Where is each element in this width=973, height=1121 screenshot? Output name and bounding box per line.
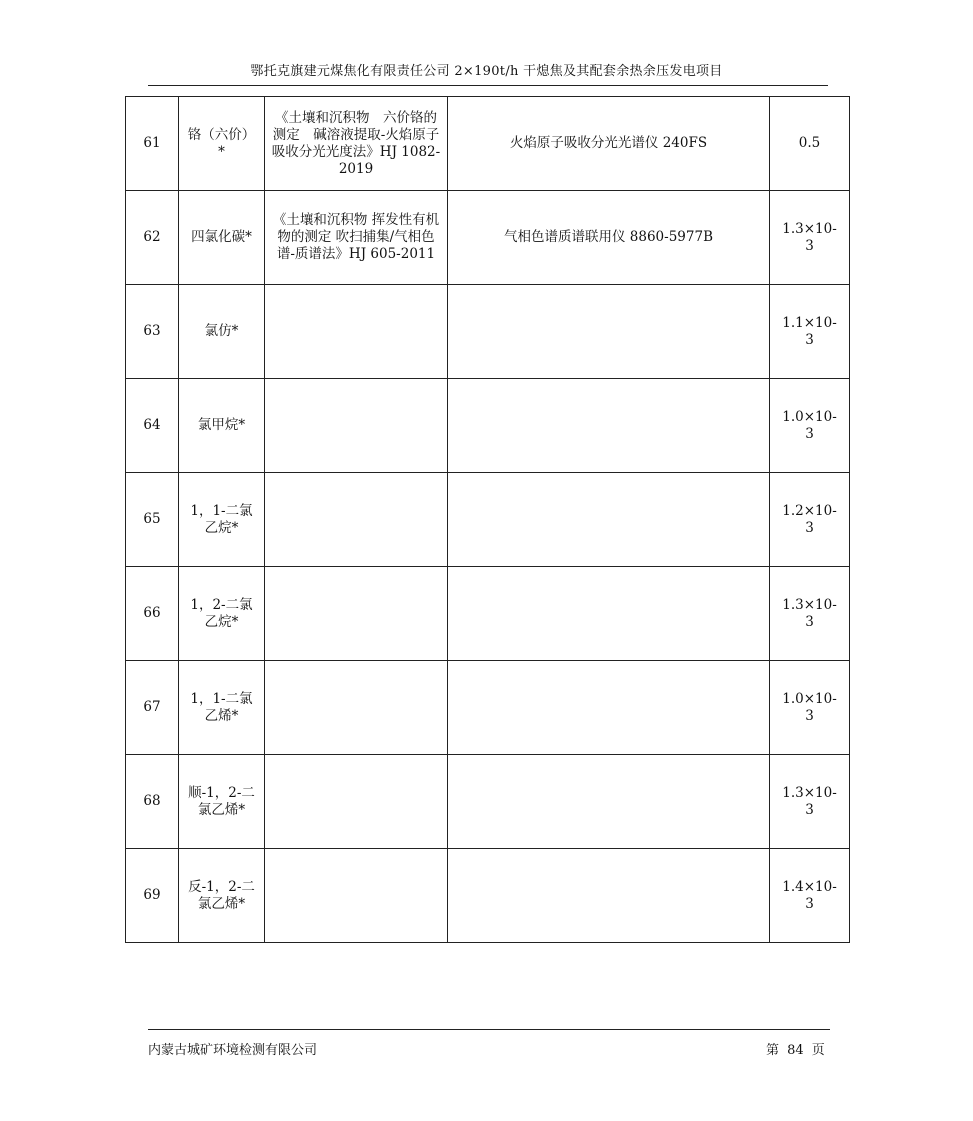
table-row	[126, 755, 850, 849]
row-number: 63	[126, 285, 179, 379]
row-number: 65	[126, 473, 179, 567]
row-number: 64	[126, 379, 179, 473]
analysis-method	[265, 661, 448, 755]
item-name: 1，1-二氯乙烷*	[190, 502, 253, 536]
table-row	[126, 97, 850, 191]
instrument	[448, 849, 770, 943]
item-name: 1，2-二氯乙烷*	[190, 596, 253, 630]
instrument	[448, 473, 770, 567]
instrument	[448, 661, 770, 755]
item-name: 四氯化碳*	[191, 229, 252, 245]
header-rule	[148, 85, 828, 86]
analysis-method	[265, 755, 448, 849]
instrument: 气相色谱质谱联用仪 8860-5977B	[448, 191, 770, 285]
table-row	[126, 285, 850, 379]
row-number: 68	[126, 755, 179, 849]
detection-method-table	[125, 96, 850, 943]
row-number: 69	[126, 849, 179, 943]
analysis-method	[265, 379, 448, 473]
row-number: 62	[126, 191, 179, 285]
item-name: 反-1，2-二氯乙烯*	[188, 878, 255, 912]
analysis-method	[265, 567, 448, 661]
page-number: 第 84 页	[766, 1043, 825, 1058]
analysis-method: 《土壤和沉积物 六价铬的测定 碱溶液提取-火焰原子吸收分光光度法》HJ 1082-2019	[265, 97, 448, 191]
detection-limit: 1.3×10-3	[782, 220, 837, 254]
instrument: 火焰原子吸收分光光谱仪 240FS	[448, 97, 770, 191]
table-row	[126, 849, 850, 943]
detection-limit: 1.2×10-3	[782, 502, 837, 536]
table-row	[126, 379, 850, 473]
page-header-title: 鄂托克旗建元煤焦化有限责任公司 2×190t/h 干熄焦及其配套余热余压发电项目	[250, 64, 723, 79]
instrument	[448, 379, 770, 473]
detection-limit: 1.4×10-3	[782, 878, 837, 912]
row-number: 66	[126, 567, 179, 661]
instrument	[448, 755, 770, 849]
analysis-method	[265, 849, 448, 943]
row-number: 67	[126, 661, 179, 755]
item-name: 顺-1，2-二氯乙烯*	[188, 784, 255, 818]
item-name: 1，1-二氯乙烯*	[190, 690, 253, 724]
table-row	[126, 473, 850, 567]
footer-rule	[148, 1029, 830, 1030]
analysis-method: 《土壤和沉积物 挥发性有机物的测定 吹扫捕集/气相色谱-质谱法》HJ 605-2011	[265, 191, 448, 285]
analysis-method	[265, 285, 448, 379]
footer-company: 内蒙古城矿环境检测有限公司	[148, 1043, 318, 1058]
detection-limit: 1.3×10-3	[782, 596, 837, 630]
instrument	[448, 285, 770, 379]
table-row	[126, 191, 850, 285]
detection-limit: 0.5	[798, 135, 821, 151]
table-row	[126, 661, 850, 755]
row-number: 61	[126, 97, 179, 191]
detection-limit: 1.0×10-3	[782, 408, 837, 442]
item-name: 氯仿*	[204, 323, 239, 339]
detection-limit: 1.1×10-3	[782, 314, 837, 348]
detection-limit: 1.0×10-3	[782, 690, 837, 724]
analysis-method	[265, 473, 448, 567]
instrument	[448, 567, 770, 661]
detection-limit: 1.3×10-3	[782, 784, 837, 818]
table-row	[126, 567, 850, 661]
item-name: 氯甲烷*	[197, 417, 246, 433]
item-name: 铬（六价）*	[187, 126, 256, 160]
